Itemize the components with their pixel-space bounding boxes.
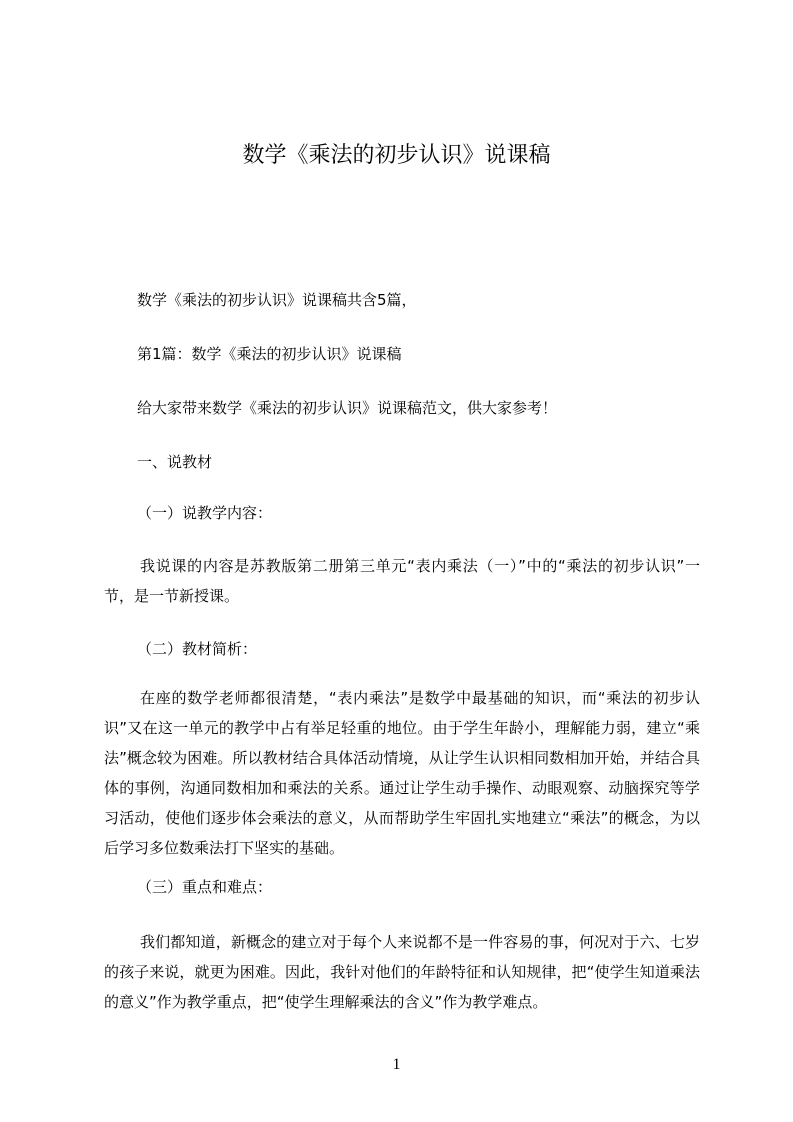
- greeting-line: 给大家带来数学《乘法的初步认识》说课稿范文，供大家参考！: [137, 399, 558, 417]
- paragraph-content: 我说课的内容是苏教版第二册第三单元“表内乘法（一）”中的“乘法的初步认识”一节，是一节新授课。: [104, 557, 700, 605]
- paragraph-key-points: 我们都知道，新概念的建立对于每个人来说都不是一件容易的事，何况对于六、七岁的孩子来说，就更为困难。因此，我针对他们的年龄特征和认知规律，把“使学生知道乘法的意义”作为教学重点，把“使学生理解乘法的含义”作为教学难点。: [104, 933, 700, 1011]
- subsection-heading-content: （一）说教学内容：: [137, 504, 273, 522]
- document-title: 数学《乘法的初步认识》说课稿: [242, 143, 551, 168]
- paragraph-analysis: 在座的数学老师都很清楚，“表内乘法”是数学中最基础的知识，而“乘法的初步认识”又在这一单元的教学中占有举足轻重的地位。由于学生年龄小，理解能力弱，建立“乘法”概念较为困难。所以教材结合具体活动情境，从让学生认识相同数相加开始，并结合具体的事例，沟通同数相加和乘法的关系。通过让学生动手操作、动眼观察、动脑探究等学习活动，使他们逐步体会乘法的意义，从而帮助学生牢固扎实地建立“乘法”的概念，为以后学习多位数乘法打下坚实的基础。: [104, 689, 700, 857]
- chapter-heading: 第1篇：数学《乘法的初步认识》说课稿: [137, 345, 402, 363]
- subsection-heading-analysis: （二）教材简析：: [137, 640, 258, 658]
- section-heading-teaching-material: 一、说教材: [137, 453, 213, 471]
- subsection-heading-key-points: （三）重点和难点：: [137, 878, 273, 896]
- page-number: 1: [392, 1056, 401, 1073]
- intro-line: 数学《乘法的初步认识》说课稿共含5篇，: [137, 291, 417, 309]
